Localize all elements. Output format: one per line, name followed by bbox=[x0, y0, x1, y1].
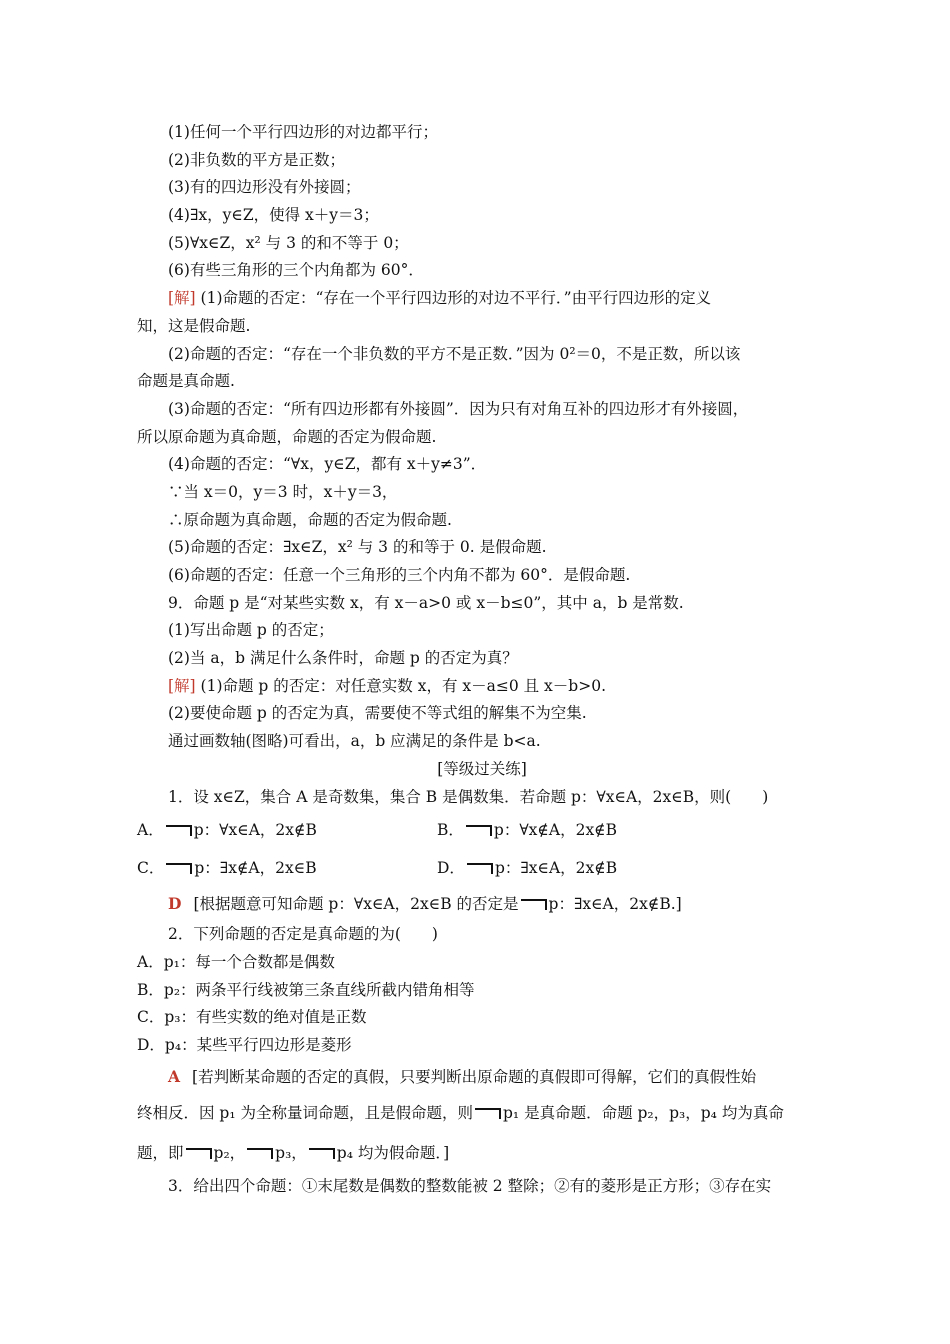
text-line: [解] (1)命题的否定：“存在一个平行四边形的对边不平行．”由平行四边形的定义 bbox=[168, 289, 712, 308]
text-line: (3)命题的否定：“所有四边形都有外接圆”．因为只有对角互补的四边形才有外接圆， bbox=[168, 399, 749, 418]
solution-tag: [解] bbox=[168, 289, 196, 308]
text-line: (5)命题的否定：∃x∈Z，x² 与 3 的和等于 0. 是假命题. bbox=[168, 538, 547, 557]
document-page bbox=[137, 119, 827, 1200]
q2-answer: A bbox=[168, 1066, 181, 1086]
q1-option-c: C． p：∃x∉A，2x∈B bbox=[137, 859, 317, 878]
text-line: (5)∀x∈Z，x² 与 3 的和不等于 0； bbox=[168, 233, 409, 252]
text-line: ∵当 x＝0，y＝3 时，x＋y＝3， bbox=[168, 482, 398, 501]
text-line: 所以原命题为真命题，命题的否定为假命题. bbox=[137, 427, 437, 446]
negation-icon bbox=[309, 1148, 335, 1160]
text-line: ∴原命题为真命题，命题的否定为假命题. bbox=[168, 510, 452, 529]
text-line: (1)写出命题 p 的否定； bbox=[168, 621, 334, 640]
q1-explanation: D [根据题意可知命题 p：∀x∈A，2x∈B 的否定是 p：∃x∈A，2x∉B.] bbox=[168, 894, 682, 914]
text-line: (2)非负数的平方是正数； bbox=[168, 150, 345, 169]
text-line: (6)有些三角形的三个内角都为 60°． bbox=[168, 261, 424, 280]
negation-icon bbox=[166, 825, 192, 837]
section-title: [等级过关练] bbox=[437, 759, 527, 778]
q2-explanation-line-1: A [若判断某命题的否定的真假，只要判断出原命题的真假即可得解，它们的真假性始 bbox=[168, 1066, 757, 1086]
q2-option-a: A．p₁：每一个合数都是偶数 bbox=[137, 952, 335, 971]
text-line: (3)有的四边形没有外接圆； bbox=[168, 178, 361, 197]
text-line: (6)命题的否定：任意一个三角形的三个内角不都为 60°．是假命题. bbox=[168, 566, 631, 584]
q1-option-a: A． p：∀x∈A，2x∉B bbox=[137, 821, 317, 840]
solution-tag: [解] bbox=[168, 676, 196, 695]
q2-option-c: C．p₃：有些实数的绝对值是正数 bbox=[137, 1008, 367, 1027]
text-line: [解] (1)命题 p 的否定：对任意实数 x，有 x－a≤0 且 x－b>0. bbox=[168, 676, 606, 695]
text-line: (2)命题的否定：“存在一个非负数的平方不是正数．”因为 0²＝0，不是正数，所以该 bbox=[168, 344, 741, 363]
q1-options-row-1 bbox=[137, 811, 827, 849]
q1-option-d: D． p：∃x∈A，2x∉B bbox=[437, 859, 618, 878]
text-line: 通过画数轴(图略)可看出，a，b 应满足的条件是 b<a. bbox=[168, 732, 541, 751]
q2-stem: 2．下列命题的否定是真命题的为( ) bbox=[168, 925, 438, 944]
negation-icon bbox=[466, 825, 492, 837]
q1-option-b: B． p：∀x∉A，2x∉B bbox=[437, 821, 618, 840]
q1-options-row-2 bbox=[137, 849, 827, 887]
solution-text bbox=[137, 119, 827, 756]
text-line: (4)命题的否定：“∀x，y∈Z，都有 x＋y≠3”． bbox=[168, 455, 487, 474]
text-line: (2)当 a，b 满足什么条件时，命题 p 的否定为真？ bbox=[168, 649, 518, 668]
text-line: 命题是真命题. bbox=[137, 372, 235, 391]
q2-explanation-line-3: 题，即 p₂， p₃， p₄ 均为假命题．] bbox=[137, 1143, 450, 1162]
q2-explanation-line-2: 终相反．因 p₁ 为全称量词命题，且是假命题，则 p₁ 是真命题．命题 p₂，p₃，p₄ 均为真命 bbox=[137, 1103, 784, 1122]
negation-icon bbox=[467, 863, 493, 875]
negation-icon bbox=[521, 899, 547, 911]
negation-icon bbox=[247, 1148, 273, 1160]
q2-option-d: D．p₄：某些平行四边形是菱形 bbox=[137, 1035, 352, 1054]
q2-option-b: B．p₂：两条平行线被第三条直线所截内错角相等 bbox=[137, 980, 475, 999]
negation-icon bbox=[475, 1108, 501, 1120]
text-line: (4)∃x，y∈Z，使得 x＋y＝3； bbox=[168, 206, 379, 225]
text-line: 9．命题 p 是“对某些实数 x，有 x－a>0 或 x－b≤0”，其中 a，b 是常数. bbox=[168, 593, 684, 612]
negation-icon bbox=[186, 1148, 212, 1160]
q1-stem: 1．设 x∈Z，集合 A 是奇数集，集合 B 是偶数集．若命题 p：∀x∈A，2x∈B，则( ) bbox=[168, 787, 769, 806]
q3-stem: 3．给出四个命题：①末尾数是偶数的整数能被 2 整除；②有的菱形是正方形；③存在实 bbox=[168, 1176, 772, 1195]
negation-icon bbox=[166, 863, 192, 875]
text-line: (1)任何一个平行四边形的对边都平行； bbox=[168, 123, 438, 141]
q1-answer: D bbox=[168, 894, 182, 914]
text-line: (2)要使命题 p 的否定为真，需要使不等式组的解集不为空集. bbox=[168, 704, 587, 723]
text-line: 知，这是假命题. bbox=[137, 316, 251, 335]
